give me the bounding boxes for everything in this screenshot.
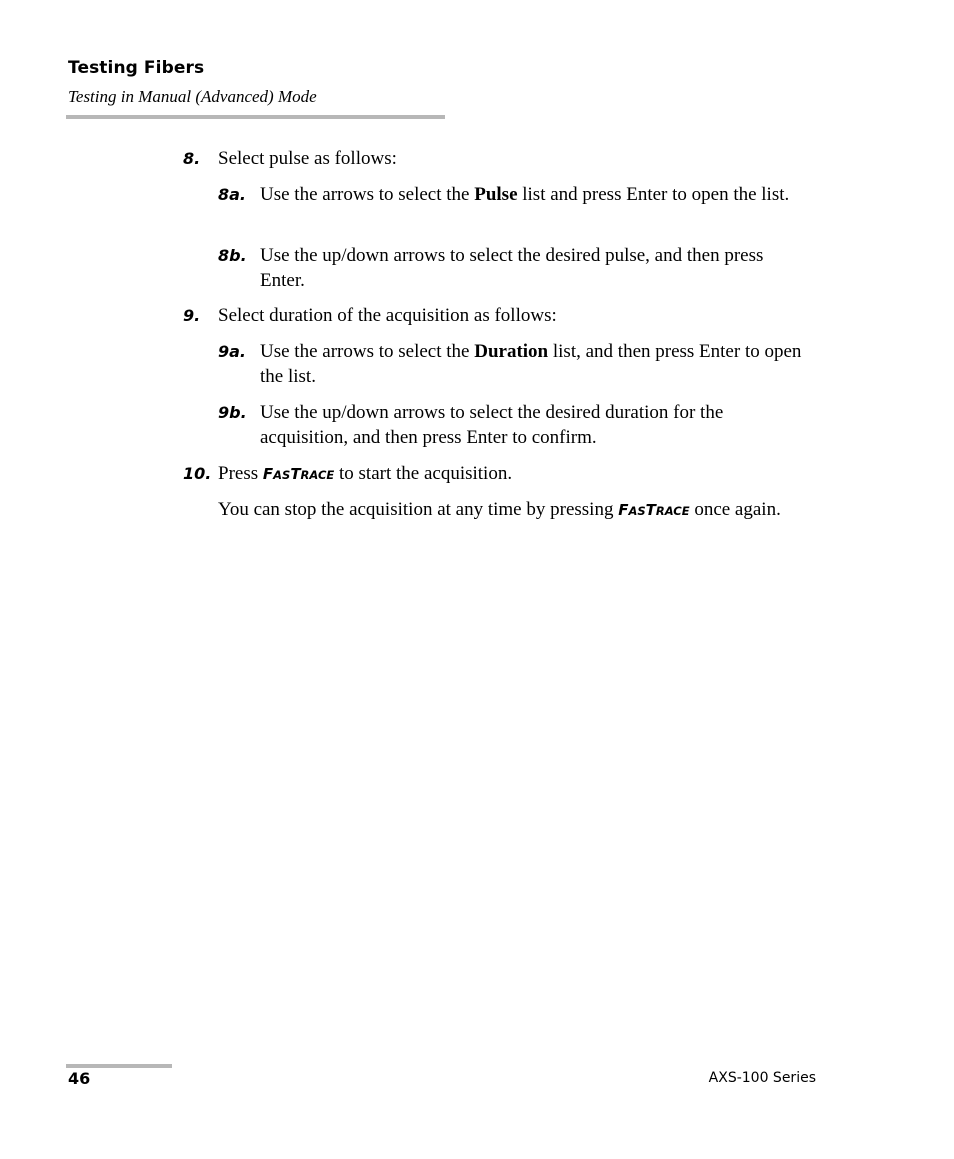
step-9b-text: Use the up/down arrows to select the desired duration for the acquisition, and then press Enter to confirm.	[260, 402, 724, 448]
fastrace-t: T	[645, 501, 656, 519]
fastrace-f: F	[262, 465, 274, 483]
step-10-number: 10.	[183, 464, 212, 483]
pulse-list-label: Pulse	[474, 184, 518, 205]
step-8-number: 8.	[183, 149, 201, 168]
step-9a-number: 9a.	[218, 342, 247, 361]
product-name: AXS-100 Series	[708, 1070, 816, 1086]
fastrace-f: F	[618, 501, 629, 519]
step-8-text: Select pulse as follows:	[218, 148, 397, 169]
step-9-text: Select duration of the acquisition as follows:	[218, 305, 557, 326]
step-8a-number: 8a.	[218, 185, 247, 204]
step-10-post: to start the acquisition.	[334, 463, 513, 484]
fastrace-race: RACE	[655, 504, 690, 518]
footer-divider	[66, 1064, 172, 1068]
fastrace-key-label	[618, 501, 689, 519]
duration-list-label: Duration	[474, 341, 549, 362]
header-divider	[66, 115, 445, 119]
fastrace-key-label	[263, 465, 334, 483]
step-8a-text	[260, 182, 825, 207]
step-10-pre: Press	[218, 463, 263, 484]
step-9-number: 9.	[183, 306, 201, 325]
step-10-text	[218, 461, 818, 488]
note-post: once again.	[689, 499, 781, 520]
fastrace-race: RACE	[300, 468, 335, 482]
chapter-title: Testing Fibers	[68, 58, 205, 78]
step-10-note	[218, 497, 798, 524]
step-9b-number: 9b.	[218, 403, 247, 422]
page-number: 46	[68, 1069, 91, 1088]
section-title: Testing in Manual (Advanced) Mode	[68, 87, 317, 106]
note-pre: You can stop the acquisition at any time by pressing	[218, 499, 619, 520]
step-9a-pre: Use the arrows to select the	[260, 341, 475, 362]
fastrace-as: AS	[628, 504, 646, 518]
step-9a-post: list, and then press Enter to open the list.	[260, 341, 802, 387]
fastrace-as: AS	[273, 468, 291, 482]
step-8a-pre: Use the arrows to select the	[260, 184, 475, 205]
step-8b-number: 8b.	[218, 246, 247, 265]
step-9a-text	[260, 339, 825, 389]
fastrace-t: T	[290, 465, 301, 483]
step-8a-post: list and press Enter to open the list.	[517, 184, 790, 205]
step-8b-text: Use the up/down arrows to select the desired pulse, and then press Enter.	[260, 245, 764, 291]
